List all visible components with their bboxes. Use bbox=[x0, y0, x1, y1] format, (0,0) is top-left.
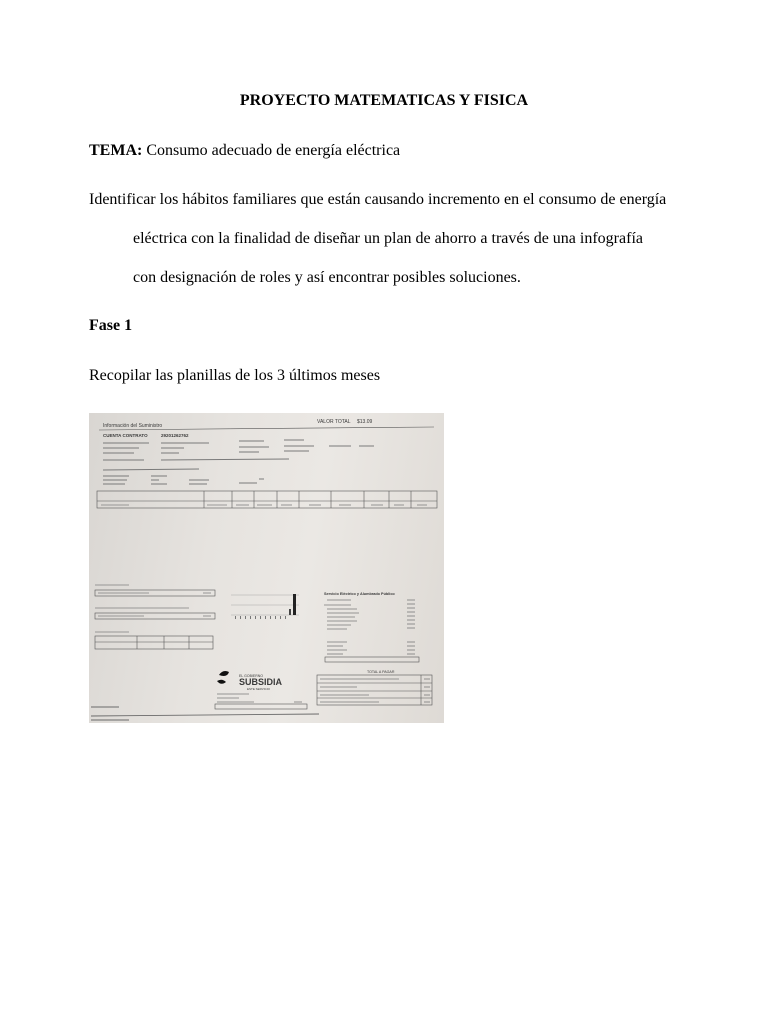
bill-section-title: Servicio Eléctrico y Alumbrado Público bbox=[324, 592, 395, 596]
electricity-bill-photo bbox=[89, 413, 444, 723]
page-title: PROYECTO MATEMATICAS Y FISICA bbox=[239, 92, 529, 109]
subsidia-logo bbox=[217, 671, 283, 691]
bill-total-pagar: TOTAL A PAGAR bbox=[367, 670, 395, 674]
bill-logo-sub: ESTE SERVICIO bbox=[247, 687, 270, 691]
phase-heading: Fase 1 bbox=[89, 317, 133, 334]
phase-text: Recopilar las planillas de los 3 últimos meses bbox=[89, 367, 381, 384]
objective-line-2: eléctrica con la finalidad de diseñar un plan de ahorro a través de una infografía bbox=[133, 230, 643, 247]
tema-text: Consumo adecuado de energía eléctrica bbox=[146, 142, 401, 159]
bill-logo-top: EL GOBIERNO bbox=[239, 674, 263, 678]
bill-header-left: Información del Suministro bbox=[103, 423, 163, 429]
objective-line-1: Identificar los hábitos familiares que están causando incremento en el consumo de energía bbox=[89, 191, 667, 208]
objective-line-3: con designación de roles y así encontrar posibles soluciones. bbox=[133, 269, 521, 286]
bill-cuenta-label: CUENTA CONTRATO bbox=[103, 433, 148, 438]
bill-logo-word: SUBSIDIA bbox=[239, 677, 283, 687]
tema-label: TEMA: bbox=[89, 142, 143, 159]
bill-cuenta-value: 29201262762 bbox=[161, 433, 189, 438]
bill-total-label: VALOR TOTAL bbox=[317, 419, 351, 425]
bill-total-value: $13.09 bbox=[357, 419, 373, 425]
tema-line bbox=[89, 142, 400, 160]
